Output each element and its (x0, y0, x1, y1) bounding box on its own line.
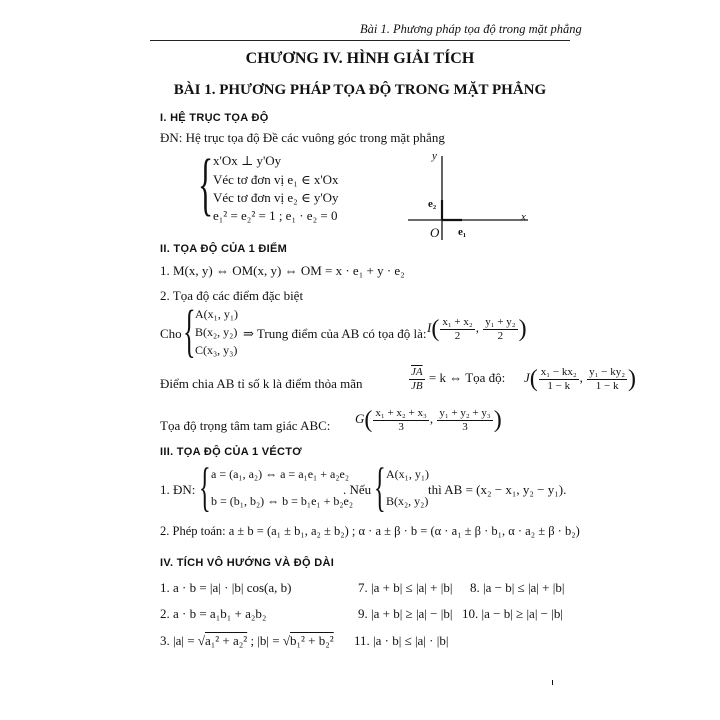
formula-3-mid: ; |b| = (247, 633, 283, 648)
centroid-x-fraction: $\frac{\text{x₁ + x₂ + x₃}}{3}$ (375, 407, 427, 433)
formula-3-prefix: 3. |a| = (160, 633, 198, 648)
vector-definition-label: 1. ĐN: (160, 482, 196, 497)
midpoint-symbol: I (427, 320, 432, 336)
unit-vector-properties-line: e₁² = e₂² = 1 ; e₁ · e₂ = 0 (213, 208, 338, 223)
midpoint-formula: I( $\frac{\text{x₁ + x₂}}{2}$ , $\frac{\text{y₁ + y₂}}{2}$ ) (427, 316, 527, 343)
midpoint-text: ⇒ Trung điểm của AB có tọa độ là: (243, 326, 427, 341)
point-b: B(x₂, y₂) (195, 325, 238, 339)
formula-11: 11. |a · b| ≤ |a| · |b| (354, 633, 449, 648)
centroid-symbol: G (355, 411, 365, 427)
points-ab-brace: { (374, 457, 386, 517)
vector-ab-formula: thì AB = (x₂ − x₁, y₂ − y₁). (428, 482, 567, 497)
formula-3-radicand-a: a₁² + a₂² (204, 633, 248, 648)
formula-3: 3. |a| = √a₁² + a₂² ; |b| = √b₁² + b₂² (160, 633, 334, 648)
formula-10: 10. |a − b| ≥ |a| − |b| (462, 606, 563, 621)
formula-1: 1. a · b = |a| · |b| cos(a, b) (160, 580, 292, 595)
ratio-fraction: $\frac{\overline{JA}}{JB}$ (411, 366, 423, 392)
centroid-formula: G( $\frac{\text{x₁ + x₂ + x₃}}{3}$ , $\frac{\text{y₁ + y₂ + y₃}}{3}$ ) (355, 407, 502, 434)
section-3-heading: III. TỌA ĐỘ CỦA 1 VÉCTƠ (160, 446, 302, 458)
centroid-y-fraction: $\frac{\text{y₁ + y₂ + y₃}}{3}$ (439, 407, 491, 433)
unit-vector-e1-line: Véc tơ đơn vị e₁ ∈ x'Ox (213, 172, 339, 187)
formula-8: 8. |a − b| ≤ |a| + |b| (470, 580, 565, 595)
y-axis-label: y (432, 150, 437, 162)
section-2-heading: II. TỌA ĐỘ CỦA 1 ĐIỂM (160, 243, 288, 255)
special-points-title: 2. Tọa độ các điểm đặc biệt (160, 288, 304, 303)
point-a: A(x₁, y₁) (195, 307, 239, 321)
ratio-y-fraction: $\frac{\text{y₁ − ky₂}}{1 - k}$ (589, 366, 626, 392)
neu-label: . Nếu (343, 482, 372, 497)
header-rule (150, 40, 570, 41)
formula-7: 7. |a + b| ≤ |a| + |b| (358, 580, 453, 595)
midpoint-x-fraction: $\frac{\text{x₁ + x₂}}{2}$ (442, 316, 473, 342)
ratio-x-fraction: $\frac{\text{x₁ − kx₂}}{1 - k}$ (540, 366, 577, 392)
section-4-heading: IV. TÍCH VÔ HƯỚNG VÀ ĐỘ DÀI (160, 557, 335, 569)
vector-b-definition: b = (b₁, b₂) ⇔ b = b₁e₁ + b₂e₂ (211, 494, 354, 508)
ratio-rest: = k ⇔ Tọa độ: (428, 370, 506, 386)
ratio-point-formula: J( $\frac{\text{x₁ − kx₂}}{1 - k}$ , $\frac{\text{y₁ − ky₂}}{1 - k}$ ) (524, 366, 637, 393)
vector-definition-brace: { (199, 457, 211, 517)
section-1-heading: I. HỆ TRỤC TỌA ĐỘ (160, 112, 269, 124)
ratio-text: Điểm chia AB tỉ số k là điểm thỏa mãn (160, 376, 363, 391)
cho-label: Cho (160, 326, 182, 341)
ratio-fraction-formula (408, 366, 505, 392)
section-1-brace: { (198, 146, 214, 223)
vector-a-definition: a = (a₁, a₂) ⇔ a = a₁e₁ + a₂e₂ (211, 467, 350, 481)
x-axis-label: x (521, 211, 526, 223)
point-c: C(x₃, y₃) (195, 343, 238, 357)
midpoint-y-fraction: $\frac{\text{y₁ + y₂}}{2}$ (485, 316, 516, 342)
vector-operations: 2. Phép toán: a ± b = (a₁ ± b₁, a₂ ± b₂) ; α · a ± β · b = (α · a₁ ± β · b₁, α · a₂ ± β · b₂) (160, 524, 580, 538)
formula-3-radicand-b: b₁² + b₂² (289, 633, 334, 648)
lesson-title: BÀI 1. PHƯƠNG PHÁP TỌA ĐỘ TRONG MẶT PHẲNG (173, 82, 547, 98)
centroid-text: Tọa độ trọng tâm tam giác ABC: (160, 418, 331, 433)
origin-label: O (430, 225, 440, 240)
formula-2: 2. a · b = a₁b₁ + a₂b₂ (160, 606, 267, 621)
axis-perp-line: x'Ox ⊥ y'Oy (213, 153, 282, 168)
point-coordinate-formula: 1. M(x, y) ⇔ OM(x, y) ⇔ OM = x · e₁ + y · e₂ (160, 263, 405, 278)
crop-mark (552, 680, 553, 685)
vector-point-b: B(x₂, y₂) (386, 494, 429, 508)
section-1-definition: ĐN: Hệ trục tọa độ Đề các vuông góc trong mặt phẳng (160, 130, 445, 145)
e1-label: e₁ (458, 226, 467, 238)
e2-label: e₂ (428, 198, 437, 210)
formula-9: 9. |a + b| ≥ |a| − |b| (358, 606, 453, 621)
unit-vector-e2-line: Véc tơ đơn vị e₂ ∈ y'Oy (213, 190, 339, 205)
vector-point-a: A(x₁, y₁) (386, 467, 430, 481)
chapter-title: CHƯƠNG IV. HÌNH GIẢI TÍCH (245, 50, 475, 67)
points-brace: { (183, 298, 196, 363)
ratio-symbol: J (524, 370, 530, 386)
coordinate-axes-figure (400, 148, 540, 248)
running-header: Bài 1. Phương pháp tọa độ trong mặt phẳng (360, 22, 582, 36)
